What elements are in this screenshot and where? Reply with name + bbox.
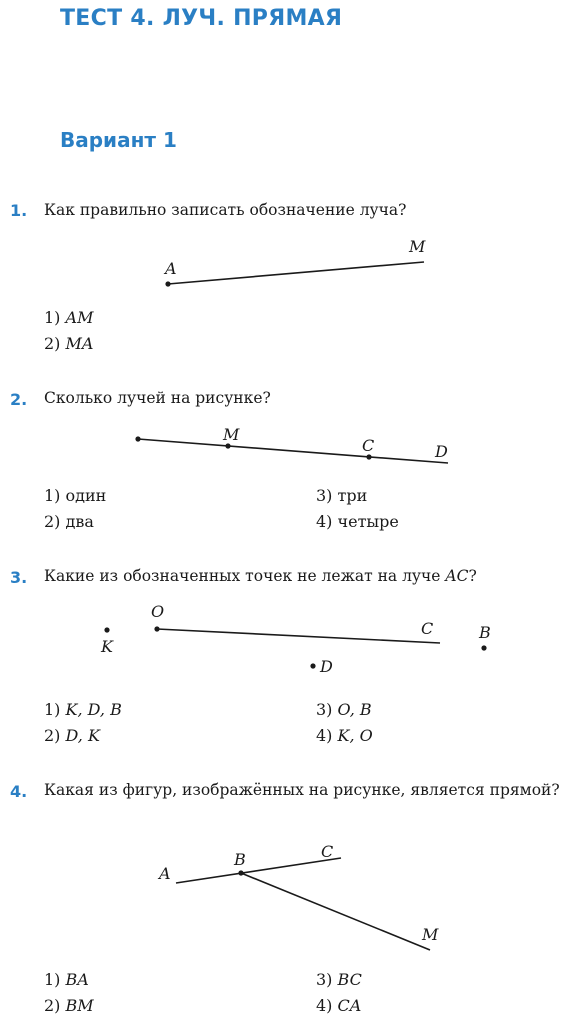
q3-answer-4[interactable]: 4) K, O xyxy=(316,726,373,745)
question-3-number: 3. xyxy=(10,568,28,587)
test-title: ТЕСТ 4. ЛУЧ. ПРЯМАЯ xyxy=(60,6,343,31)
question-2-text: Сколько лучей на рисунке? xyxy=(44,389,271,407)
point-b xyxy=(238,870,243,875)
q4-answer-1[interactable]: 1) BA xyxy=(44,970,89,989)
q4-answer-3[interactable]: 3) BC xyxy=(316,970,362,989)
q1-answer-1[interactable]: 1) AM xyxy=(44,308,94,327)
label-d: D xyxy=(320,657,333,676)
label-d: D xyxy=(435,442,448,461)
label-m: M xyxy=(223,425,240,444)
q4-answer-2[interactable]: 2) BM xyxy=(44,996,94,1015)
label-k: K xyxy=(101,637,113,656)
q2-answer-4[interactable]: 4) четыре xyxy=(316,512,399,531)
ray-bm xyxy=(241,873,430,950)
q3-answer-1[interactable]: 1) K, D, B xyxy=(44,700,122,719)
label-a: A xyxy=(165,259,177,278)
question-4-number: 4. xyxy=(10,782,28,801)
q1-answer-2[interactable]: 2) MA xyxy=(44,334,94,353)
q2-answer-2[interactable]: 2) два xyxy=(44,512,94,531)
question-1-text: Как правильно записать обозначение луча? xyxy=(44,201,407,219)
label-m: M xyxy=(422,925,439,944)
question-4-text: Какая из фигур, изображённых на рисунке, является прямой? xyxy=(44,781,560,799)
label-m: M xyxy=(409,237,426,256)
label-b: B xyxy=(479,623,491,642)
q2-answer-1[interactable]: 1) один xyxy=(44,486,107,505)
q4-answer-4[interactable]: 4) CA xyxy=(316,996,362,1015)
question-3-text: Какие из обозначенных точек не лежат на луче AC? xyxy=(44,567,477,585)
q3-answer-3[interactable]: 3) O, B xyxy=(316,700,372,719)
question-2-number: 2. xyxy=(10,390,28,409)
label-o: O xyxy=(151,602,165,621)
q2-answer-3[interactable]: 3) три xyxy=(316,486,368,505)
label-a: A xyxy=(159,864,171,883)
label-c: C xyxy=(421,619,434,638)
label-c: C xyxy=(321,842,334,861)
line-ac xyxy=(176,858,341,883)
variant-title: Вариант 1 xyxy=(60,128,177,152)
q3-answer-2[interactable]: 2) D, K xyxy=(44,726,100,745)
label-b: B xyxy=(234,850,246,869)
question-1-number: 1. xyxy=(10,201,28,220)
label-c: C xyxy=(362,436,375,455)
